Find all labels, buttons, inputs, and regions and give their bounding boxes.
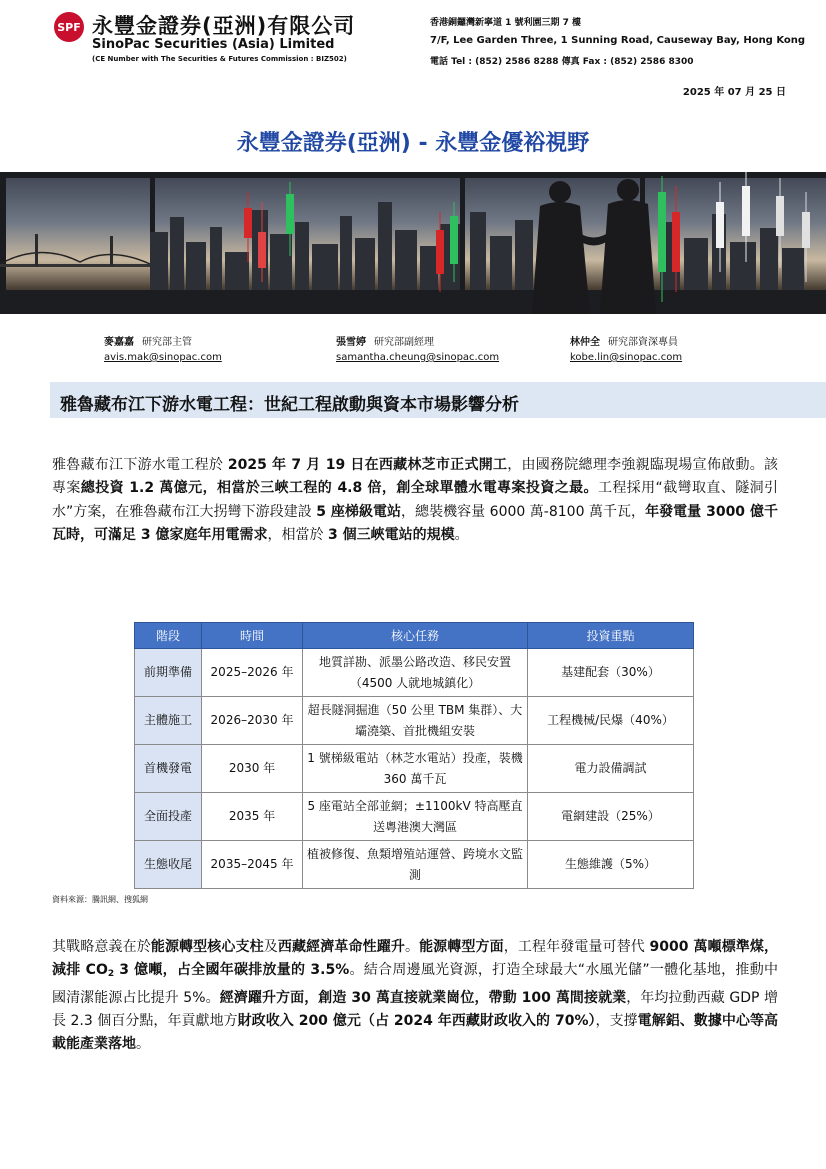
table-row	[135, 793, 694, 841]
report-title: 永豐金證券(亞洲) - 永豐金優裕視野	[236, 131, 590, 156]
project-phase-table	[134, 622, 694, 889]
author-2	[336, 333, 434, 348]
author-role: 研究部副經理	[374, 337, 434, 348]
time-cell: 2030 年	[202, 745, 303, 793]
investment-cell: 生態維護（5%）	[528, 841, 694, 889]
table-row	[135, 745, 694, 793]
task-cell: 超長隧洞掘進（50 公里 TBM 集群）、大壩澆築、首批機組安裝	[303, 697, 528, 745]
author-3	[570, 333, 678, 348]
task-cell: 植被修復、魚類增殖站運營、跨境水文監測	[303, 841, 528, 889]
time-cell: 2035 年	[202, 793, 303, 841]
company-name-chinese: 永豐金證券(亞洲)有限公司	[92, 14, 356, 38]
table-row	[135, 841, 694, 889]
time-cell: 2025–2026 年	[202, 649, 303, 697]
strategy-paragraph: 其戰略意義在於能源轉型核心支柱及西藏經濟革命性躍升。能源轉型方面，工程年發電量可替代 9000 萬噸標準煤，減排 $CO_2$ 3 億噸，占全國年碳排放量的 3.5%。結合周邊風光資源，打造全球最大“水風光儲”一體化基地，推動中國清潔能源占比提升 5%。經濟躍升方面，創造 30 萬直接就業崗位，帶動 100 萬間接就業，年均拉動西藏 GDP 增長 2.3 個百分點，年貢獻地方財政收入 200 億元（占 2024 年西藏財政收入的 70%），支撐電解鋁、數據中心等高載能產業落地。	[52, 939, 779, 1053]
address-chinese: 香港銅鑼灣新寧道 1 號利園三期 7 樓	[430, 18, 582, 28]
author-role: 研究部資深專員	[608, 337, 678, 348]
column-header: 核心任務	[303, 623, 528, 649]
author-1	[104, 333, 192, 348]
author-3-email-link[interactable]: kobe.lin@sinopac.com	[570, 352, 683, 363]
company-logo: SPF	[54, 12, 84, 42]
contact-phone-fax: 電話 Tel : (852) 2586 8288 傳真 Fax : (852) 2586 8300	[430, 57, 694, 67]
table-source-note: 資料來源：騰訊網、搜狐網	[52, 895, 148, 904]
phase-cell: 首機發電	[135, 745, 202, 793]
intro-paragraph: 雅魯藏布江下游水電工程於 2025 年 7 月 19 日在西藏林芝市正式開工，由國務院總理李強親臨現場宣佈啟動。該專案總投資 1.2 萬億元，相當於三峽工程的 4.8 倍，創全球單體水電專案投資之最。工程採用“截彎取直、隧洞引水”方案，在雅魯藏布江大拐彎下游段建設 5 座梯級電站，總裝機容量 6000 萬-8100 萬千瓦，年發電量 3000 億千瓦時，可滿足 3 億家庭年用電需求，相當於 3 個三峽電站的規模。	[52, 457, 779, 543]
section-heading-text: 雅魯藏布江下游水電工程：世紀工程啟動與資本市場影響分析	[60, 395, 519, 415]
column-header: 時間	[202, 623, 303, 649]
author-name: 張雪婷	[336, 337, 366, 348]
company-name-english: SinoPac Securities (Asia) Limited	[92, 37, 335, 52]
author-role: 研究部主管	[142, 337, 192, 348]
investment-cell: 基建配套（30%）	[528, 649, 694, 697]
phase-cell: 主體施工	[135, 697, 202, 745]
section-heading	[50, 382, 826, 418]
column-header: 階段	[135, 623, 202, 649]
ce-number: (CE Number with The Securities & Futures Commission : BIZ502)	[92, 55, 347, 63]
table-header-row	[135, 623, 694, 649]
task-cell: 1 號梯級電站（林芝水電站）投產，裝機 360 萬千瓦	[303, 745, 528, 793]
author-name: 林仲全	[570, 337, 600, 348]
phase-cell: 全面投產	[135, 793, 202, 841]
investment-cell: 電網建設（25%）	[528, 793, 694, 841]
investment-cell: 工程機械/民爆（40%）	[528, 697, 694, 745]
task-cell: 地質詳勘、派墨公路改造、移民安置（4500 人就地城鎮化）	[303, 649, 528, 697]
table-row	[135, 697, 694, 745]
address-english: 7/F, Lee Garden Three, 1 Sunning Road, Causeway Bay, Hong Kong	[430, 35, 806, 46]
time-cell: 2026–2030 年	[202, 697, 303, 745]
cityscape-illustration	[0, 172, 826, 314]
task-cell: 5 座電站全部並網；±1100kV 特高壓直送粵港澳大灣區	[303, 793, 528, 841]
report-date: 2025 年 07 月 25 日	[682, 87, 786, 98]
phase-cell: 生態收尾	[135, 841, 202, 889]
column-header: 投資重點	[528, 623, 694, 649]
author-name: 麥嘉嘉	[104, 337, 134, 348]
author-2-email-link[interactable]: samantha.cheung@sinopac.com	[336, 352, 500, 363]
investment-cell: 電力設備調試	[528, 745, 694, 793]
author-1-email-link[interactable]: avis.mak@sinopac.com	[104, 352, 222, 363]
phase-cell: 前期準備	[135, 649, 202, 697]
time-cell: 2035–2045 年	[202, 841, 303, 889]
table-row	[135, 649, 694, 697]
banner-image	[0, 172, 826, 314]
